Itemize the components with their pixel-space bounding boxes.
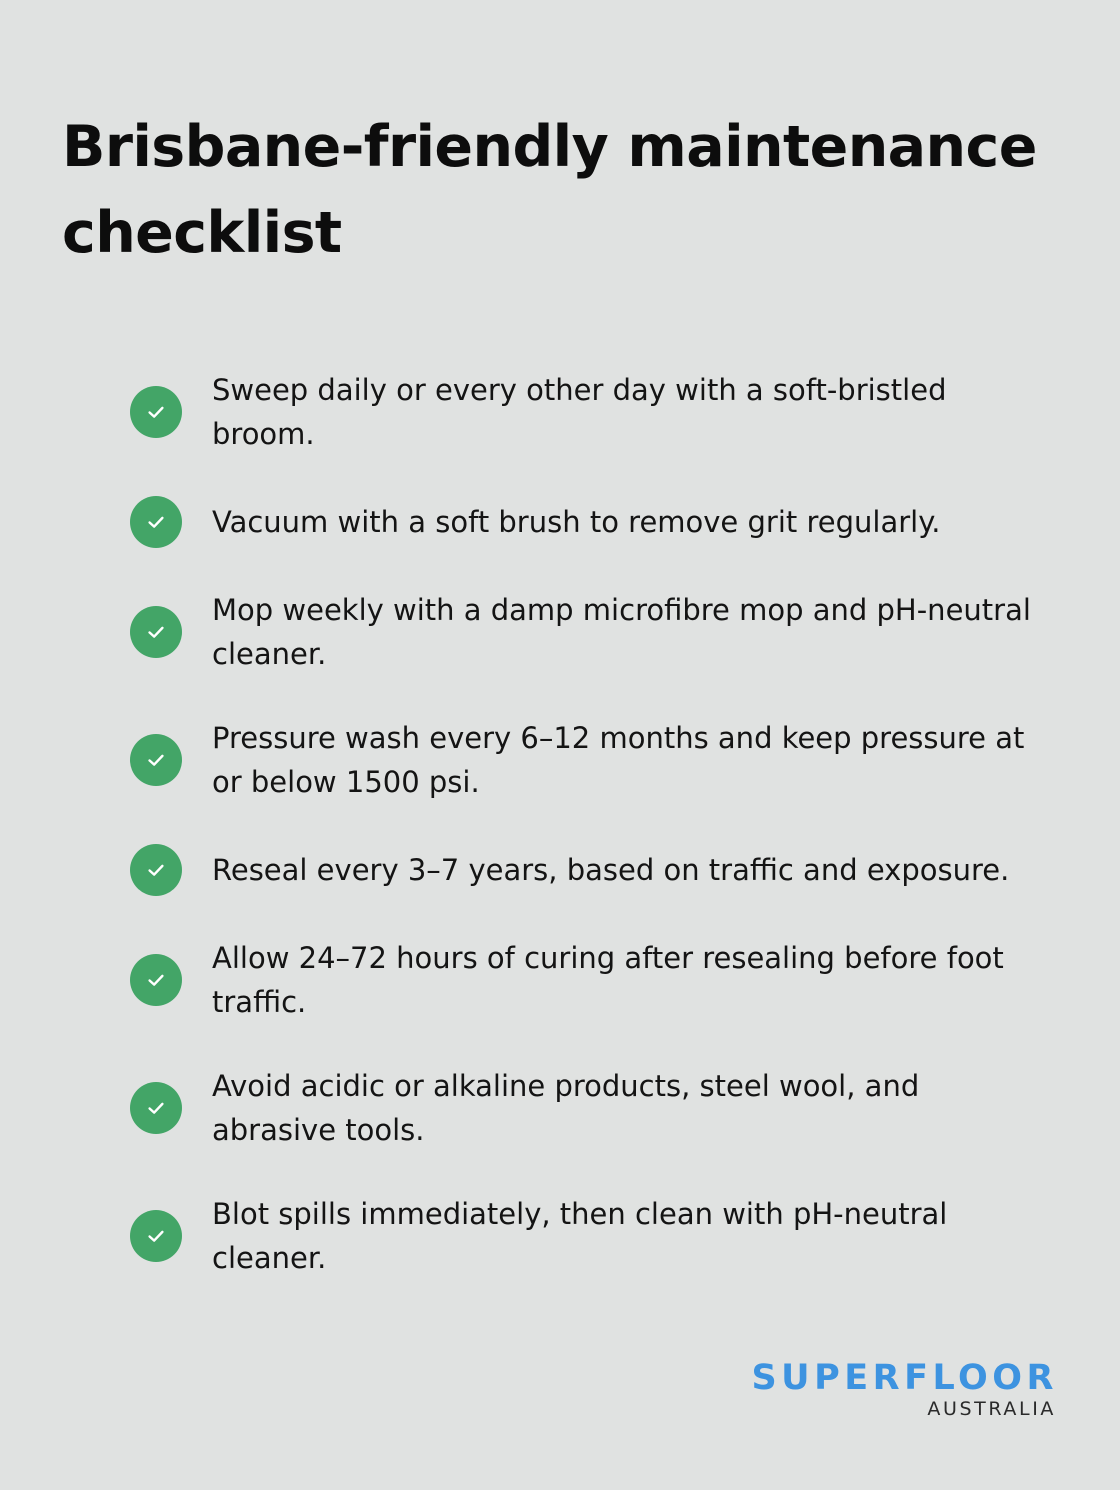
checklist-item-text: Blot spills immediately, then clean with pH-neutral cleaner.: [212, 1197, 948, 1275]
check-icon: [130, 496, 182, 548]
checklist-item: [130, 368, 1060, 456]
maintenance-checklist: [130, 368, 1060, 1320]
checklist-item-text: Vacuum with a soft brush to remove grit regularly.: [212, 505, 941, 539]
checklist-item-text: Sweep daily or every other day with a soft-bristled broom.: [212, 373, 947, 451]
checklist-item: [130, 1064, 1060, 1152]
brand-subtitle: AUSTRALIA: [927, 1398, 1056, 1420]
checklist-item-text: Reseal every 3–7 years, based on traffic and exposure.: [212, 853, 1010, 887]
check-icon: [130, 1082, 182, 1134]
brand-logo: [751, 1358, 1058, 1420]
checklist-item: [130, 844, 1060, 896]
checklist-item: [130, 936, 1060, 1024]
checklist-item-text: Mop weekly with a damp microfibre mop and pH-neutral cleaner.: [212, 593, 1031, 671]
checklist-item: [130, 1192, 1060, 1280]
checklist-item-text: Allow 24–72 hours of curing after resealing before foot traffic.: [212, 941, 1004, 1019]
check-icon: [130, 606, 182, 658]
check-icon: [130, 1210, 182, 1262]
checklist-item-text: Avoid acidic or alkaline products, steel wool, and abrasive tools.: [212, 1069, 920, 1147]
brand-name: SUPERFLOOR: [751, 1358, 1058, 1398]
checklist-item: [130, 496, 1060, 548]
page-title: Brisbane-friendly maintenance checklist: [62, 114, 1037, 266]
check-icon: [130, 954, 182, 1006]
checklist-item-text: Pressure wash every 6–12 months and keep pressure at or below 1500 psi.: [212, 721, 1025, 799]
check-icon: [130, 734, 182, 786]
checklist-item: [130, 716, 1060, 804]
check-icon: [130, 386, 182, 438]
checklist-item: [130, 588, 1060, 676]
check-icon: [130, 844, 182, 896]
